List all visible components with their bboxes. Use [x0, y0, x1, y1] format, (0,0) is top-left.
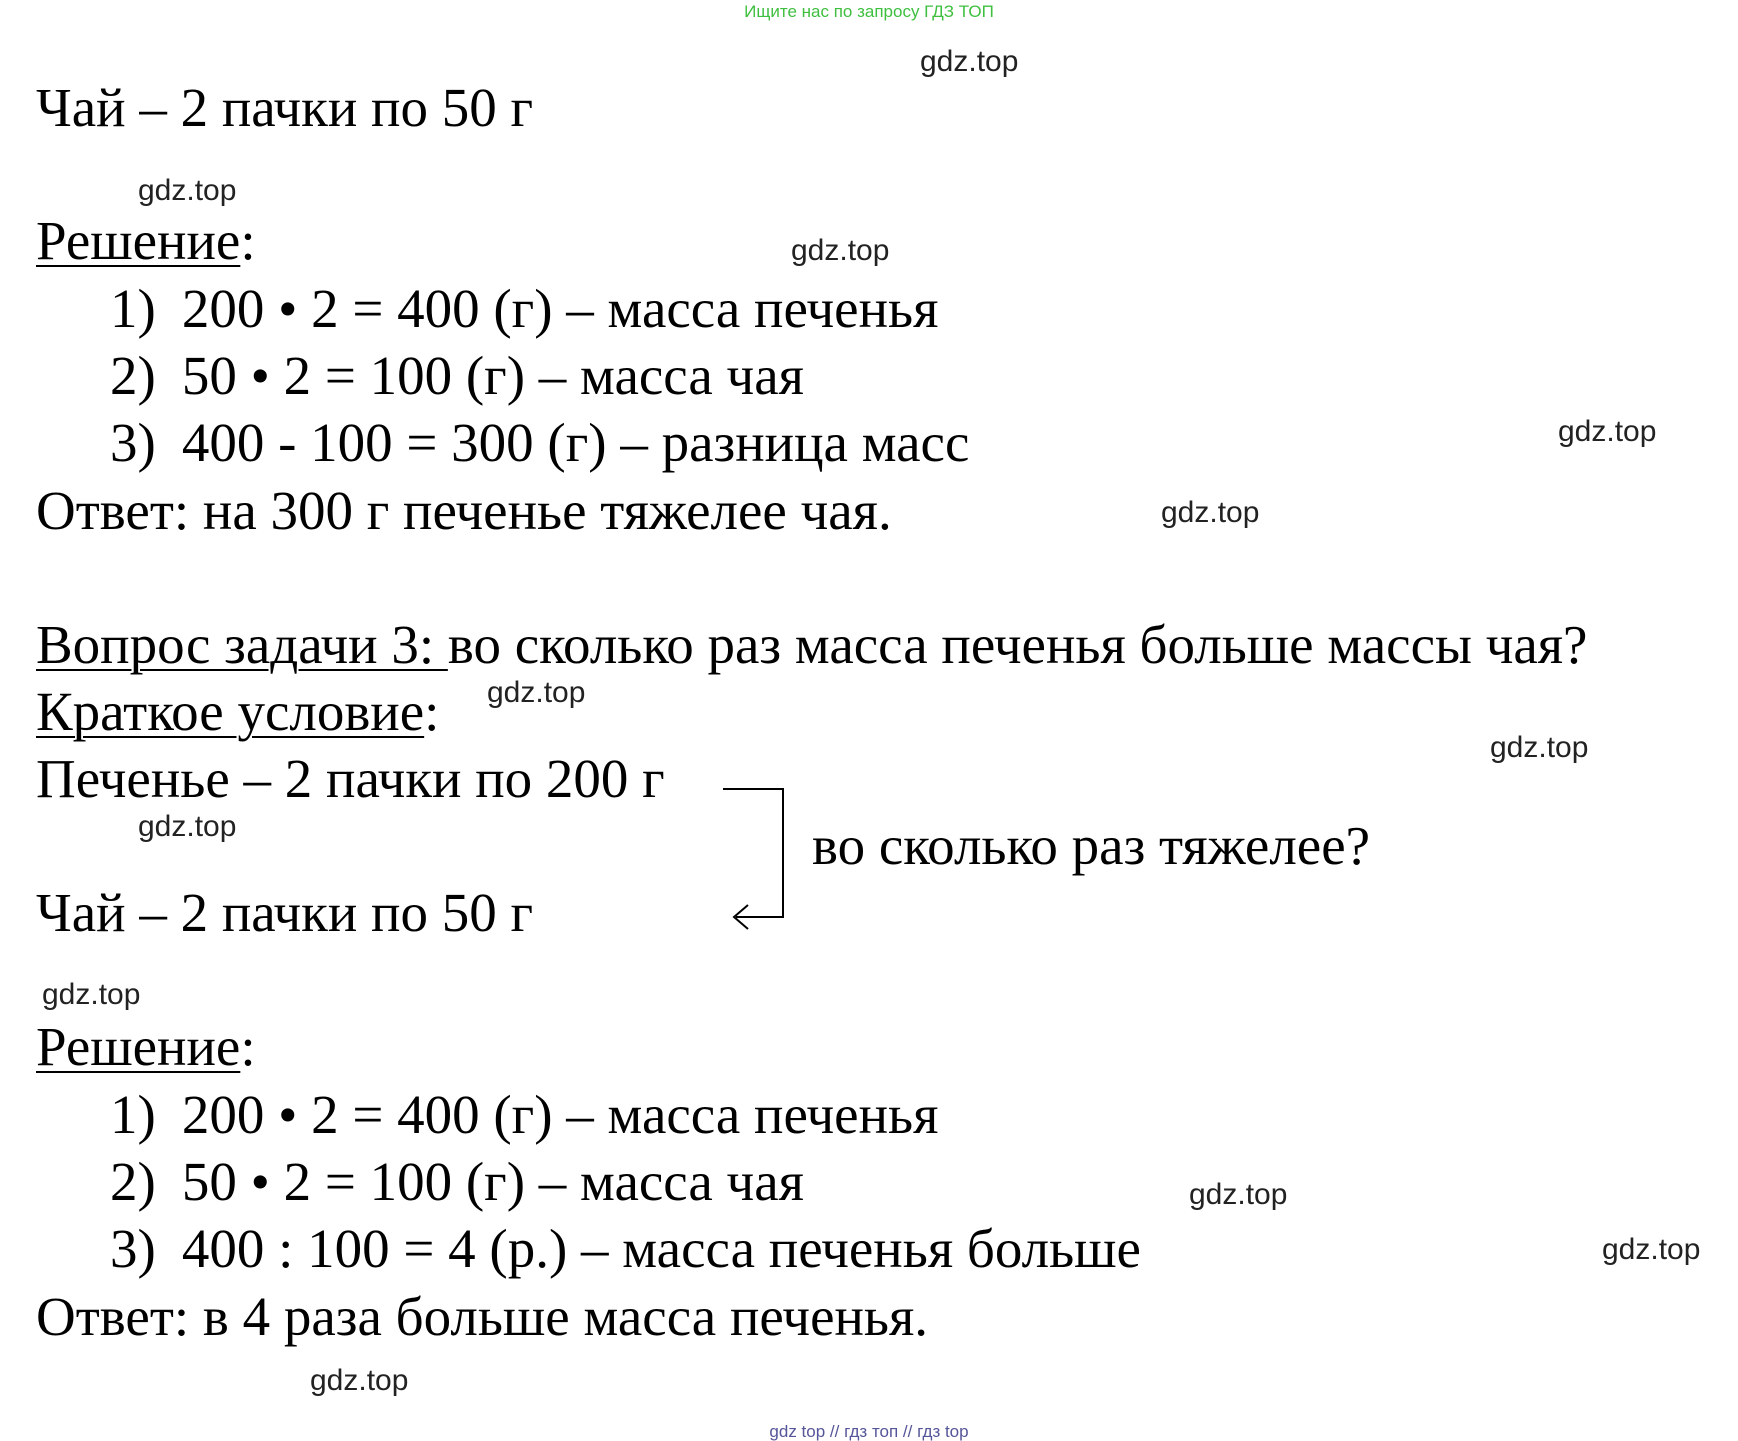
- solution-heading: Решение:: [36, 210, 256, 271]
- solution-step: 3) 400 - 100 = 300 (г) – разница масс: [110, 412, 970, 473]
- watermark: gdz.top: [138, 810, 237, 843]
- answer-line: Ответ: в 4 раза больше масса печенья.: [36, 1286, 929, 1347]
- task3-question: [36, 614, 1588, 675]
- solution-heading: Решение:: [36, 1016, 256, 1077]
- comparison-bracket-arrow: [720, 785, 790, 935]
- condition-heading-text: Краткое условие: [36, 681, 425, 742]
- watermark: gdz.top: [487, 676, 586, 709]
- solution-step: 3) 400 : 100 = 4 (р.) – масса печенья больше: [110, 1218, 1141, 1279]
- tea-condition-line: Чай – 2 пачки по 50 г: [36, 77, 534, 138]
- watermark: gdz.top: [1602, 1233, 1701, 1266]
- watermark: gdz.top: [1189, 1178, 1288, 1211]
- condition-heading: Краткое условие:: [36, 681, 440, 742]
- watermark: gdz.top: [42, 978, 141, 1011]
- tea-condition-line: Чай – 2 пачки по 50 г: [36, 882, 534, 943]
- solution-heading-text: Решение: [36, 210, 241, 271]
- question-label: Вопрос задачи 3:: [36, 614, 448, 675]
- solution-step: 1) 200 • 2 = 400 (г) – масса печенья: [110, 1084, 939, 1145]
- search-banner: Ищите нас по запросу ГДЗ ТОП: [744, 2, 994, 21]
- footer-watermark: gdz top // гдз топ // гдз top: [769, 1422, 969, 1441]
- watermark: gdz.top: [1490, 731, 1589, 764]
- watermark: gdz.top: [1558, 415, 1657, 448]
- solution-step: 1) 200 • 2 = 400 (г) – масса печенья: [110, 278, 939, 339]
- watermark: gdz.top: [791, 234, 890, 267]
- solution-step: 2) 50 • 2 = 100 (г) – масса чая: [110, 1151, 804, 1212]
- question-text: во сколько раз масса печенья больше массы чая?: [447, 614, 1588, 675]
- watermark: gdz.top: [1161, 496, 1260, 529]
- watermark: gdz.top: [138, 174, 237, 207]
- watermark: gdz.top: [310, 1364, 409, 1397]
- solution-heading-text: Решение: [36, 1016, 241, 1077]
- cookie-condition-line: Печенье – 2 пачки по 200 г: [36, 748, 665, 809]
- watermark: gdz.top: [920, 45, 1019, 78]
- solution-step: 2) 50 • 2 = 100 (г) – масса чая: [110, 345, 804, 406]
- bracket-question: во сколько раз тяжелее?: [812, 815, 1371, 876]
- answer-line: Ответ: на 300 г печенье тяжелее чая.: [36, 480, 892, 541]
